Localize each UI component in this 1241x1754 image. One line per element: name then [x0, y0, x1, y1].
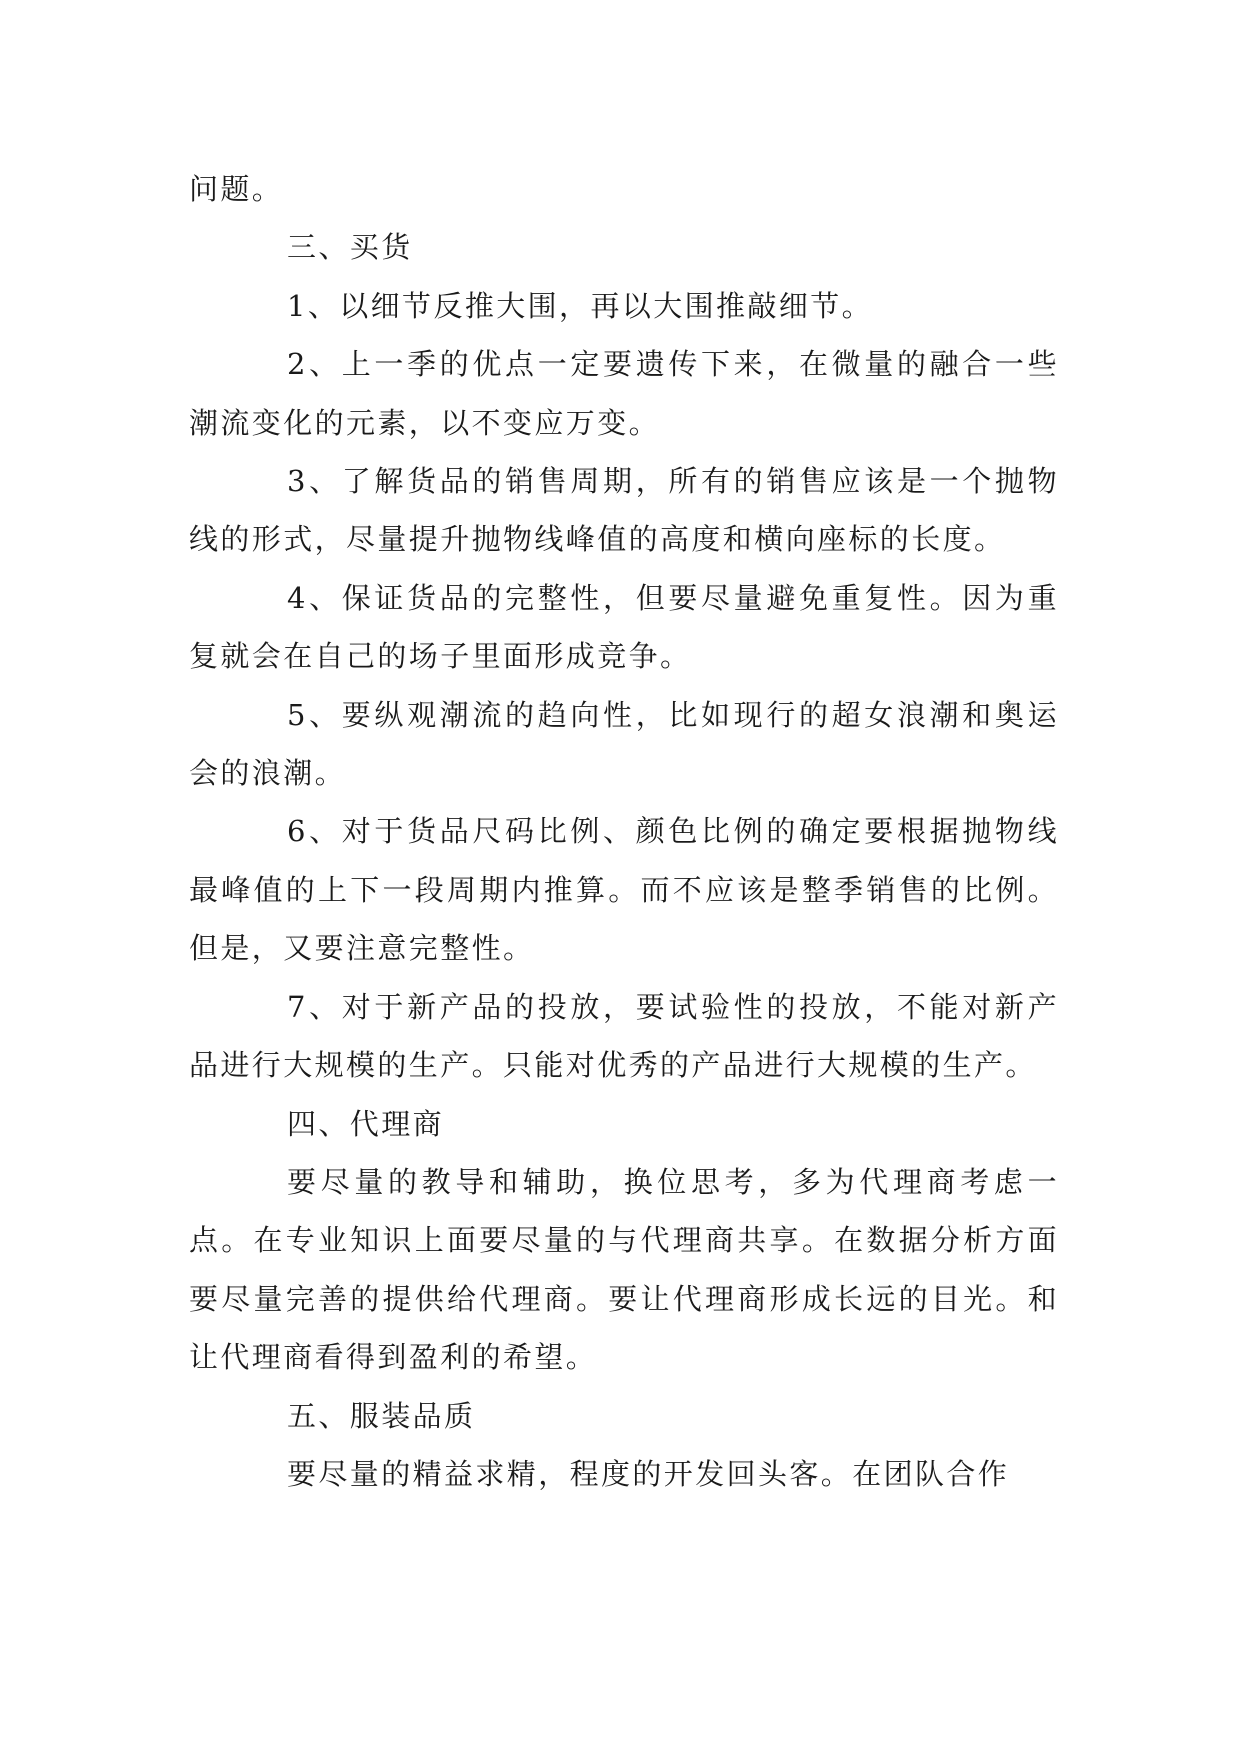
paragraph-continuation: 问题。: [189, 172, 284, 206]
quality-paragraph: 要尽量的精益求精，程度的开发回头客。在团队合作: [287, 1456, 1010, 1491]
buying-item-7: 7、对于新产品的投放，要试验性的投放，不能对新产品进行大规模的生产。只能对优秀的产品进行大规模的生产。: [189, 989, 1059, 1083]
buying-item-5: 5、要纵观潮流的趋向性，比如现行的超女浪潮和奥运会的浪潮。: [189, 697, 1059, 791]
agents-paragraph: 要尽量的教导和辅助，换位思考，多为代理商考虑一点。在专业知识上面要尽量的与代理商共享。在数据分析方面要尽量完善的提供给代理商。要让代理商形成长远的目光。和让代理商看得到盈利的希望。: [189, 1164, 1059, 1375]
buying-item-1: 1、以细节反推大围，再以大围推敲细节。: [287, 288, 874, 323]
section-heading-agents: 四、代理商: [287, 1106, 445, 1141]
buying-item-2: 2、上一季的优点一定要遗传下来，在微量的融合一些潮流变化的元素，以不变应万变。: [189, 347, 1059, 440]
buying-item-3: 3、了解货品的销售周期，所有的销售应该是一个抛物线的形式，尽量提升抛物线峰值的高度和横向座标的长度。: [189, 464, 1059, 557]
buying-item-4: 4、保证货品的完整性，但要尽量避免重复性。因为重复就会在自己的场子里面形成竞争。: [189, 580, 1059, 674]
buying-item-6: 6、对于货品尺码比例、颜色比例的确定要根据抛物线最峰值的上下一段周期内推算。而不应该是整季销售的比例。但是，又要注意完整性。: [189, 814, 1059, 966]
document-body: [189, 160, 1059, 1503]
section-heading-buying: 三、买货: [287, 230, 413, 265]
section-heading-quality: 五、服装品质: [287, 1398, 476, 1433]
